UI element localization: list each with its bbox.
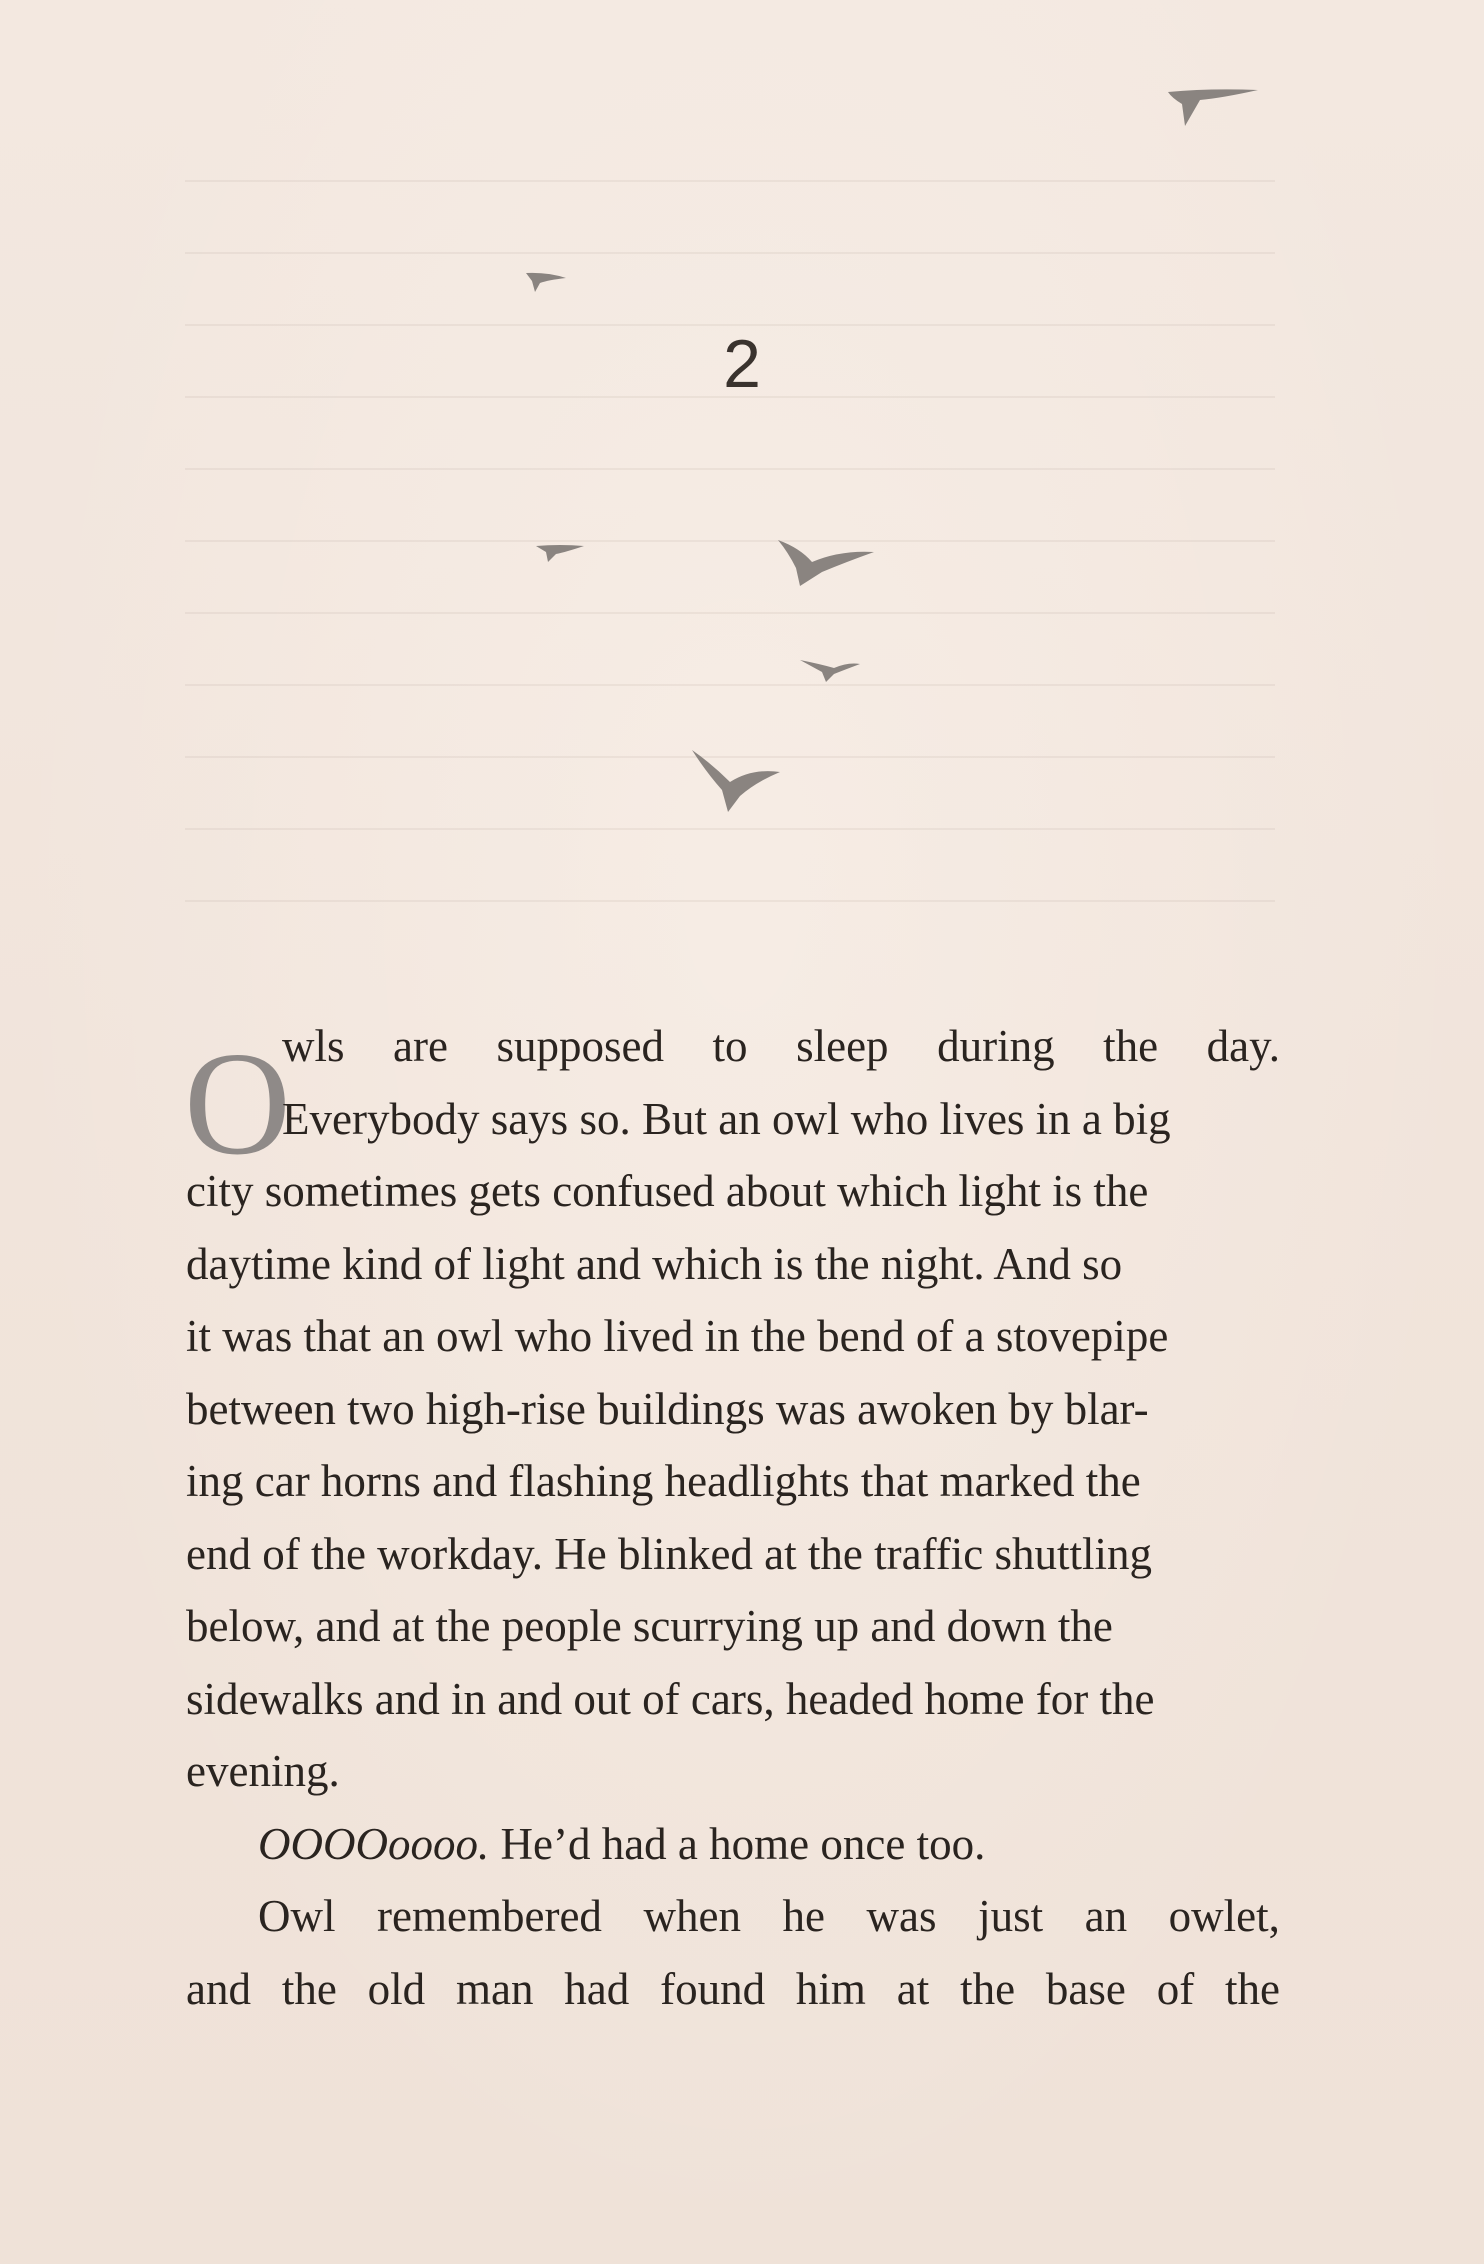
word: are	[393, 1021, 448, 1071]
bird-icon	[800, 660, 860, 682]
word: an	[1084, 1891, 1128, 1941]
word: and	[186, 1963, 251, 2014]
word: found	[660, 1963, 766, 2014]
bird-icon	[778, 540, 874, 586]
word: at	[896, 1963, 930, 2014]
word: wls	[282, 1021, 345, 1071]
drop-cap: O	[184, 1022, 291, 1186]
chapter-number: 2	[723, 326, 761, 402]
word: old	[367, 1963, 426, 2014]
word: when	[643, 1891, 741, 1941]
text-line: daytime kind of light and which is the night. And so	[186, 1238, 1123, 1289]
word: the	[960, 1963, 1016, 2014]
word: had	[564, 1963, 630, 2014]
word: he	[782, 1891, 825, 1941]
owl-call-text: OOOOoooo.	[258, 1818, 490, 1869]
bird-icon	[526, 273, 566, 292]
word: sleep	[796, 1021, 889, 1071]
text-line: sidewalks and in and out of cars, headed home for the	[186, 1673, 1155, 1724]
word: him	[795, 1963, 866, 2014]
text-line: evening.	[186, 1746, 340, 1796]
body-text	[186, 1010, 1280, 2025]
word: the	[281, 1963, 337, 2014]
word: Owl	[258, 1891, 336, 1941]
bird-icon	[692, 750, 780, 812]
word: supposed	[496, 1021, 665, 1071]
word: remembered	[377, 1891, 602, 1941]
paragraph-3-line-1	[186, 1880, 1280, 1953]
word: the	[1225, 1963, 1280, 2014]
text-line-2: Everybody says so. But an owl who lives in a big	[282, 1093, 1171, 1144]
text-line-1	[186, 1010, 1280, 1083]
word: of	[1156, 1963, 1195, 2014]
text-line: it was that an owl who lived in the bend of a stovepipe	[186, 1311, 1169, 1361]
bird-icon	[1168, 89, 1258, 126]
text-line: between two high-rise buildings was awoken by blar-	[186, 1383, 1149, 1434]
paragraph-2	[186, 1808, 1280, 1881]
word: the	[1103, 1021, 1159, 1071]
word: was	[866, 1891, 937, 1941]
text-line: ing car horns and flashing headlights that marked the	[186, 1456, 1141, 1506]
text-line: end of the workday. He blinked at the traffic shuttling	[186, 1528, 1152, 1579]
word: man	[455, 1963, 534, 2014]
show-through-line	[185, 900, 1275, 902]
word: during	[937, 1021, 1055, 1071]
paragraph-3-line-2	[186, 1953, 1280, 2026]
paragraph-2-rest: He’d had a home once too.	[489, 1818, 986, 1869]
word: owlet,	[1168, 1891, 1280, 1941]
word: base	[1045, 1963, 1126, 2014]
flying-birds-icon	[0, 0, 1484, 900]
bird-icon	[536, 545, 584, 562]
word: just	[978, 1891, 1044, 1941]
text-line: below, and at the people scurrying up and down the	[186, 1601, 1113, 1651]
word: day.	[1206, 1021, 1280, 1071]
text-line: city sometimes gets confused about which light is the	[186, 1166, 1149, 1216]
word: to	[712, 1021, 748, 1071]
